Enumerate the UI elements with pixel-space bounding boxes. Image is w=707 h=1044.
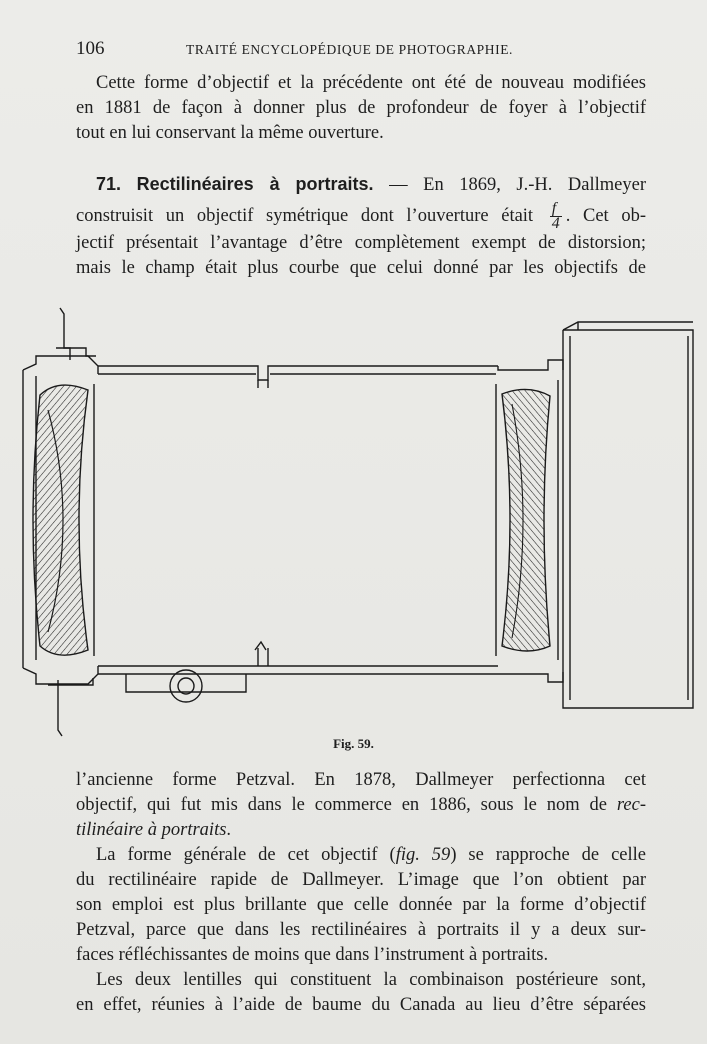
paragraph-2-line-3 [76,818,646,843]
paragraph-4-line-2: en effet, réunies à l’aide de baume du Canada au lieu d’être séparées [76,995,646,1015]
paragraph-4-line-1: Les deux lentilles qui constituent la combinaison postérieure sont, [96,970,646,990]
paragraph-3-line-1-before: La forme générale de cet objectif ( [96,845,396,865]
paragraph-3-line-4: Petzval, parce que dans les rectilinéaires à portraits il y a deux sur- [76,920,646,940]
section-line-1-rest: — En 1869, J.-H. Dallmeyer [389,175,647,195]
paragraph-2-line-2-text: objectif, qui fut mis dans le commerce en 1886, sous le nom de [76,795,607,815]
paragraph-2-line-2-italic: rec- [616,795,646,815]
paragraph-3-line-2: du rectilinéaire rapide de Dallmeyer. L’image que l’on obtient par [76,870,646,890]
section-number: 71. [96,174,122,194]
figure-caption: Fig. 59. [333,736,374,751]
paragraph-2-line-1: l’ancienne forme Petzval. En 1878, Dallmeyer perfectionna cet [76,770,646,790]
aperture-fraction [550,202,562,231]
paragraph-2-line-3-italic: tilinéaire à portraits [76,820,227,840]
section-line-4: mais le champ était plus courbe que celui donné par les objectifs de [76,258,646,278]
lens-cross-section-figure [18,300,698,740]
paragraph-4 [76,968,646,1018]
section-71 [76,172,646,281]
paragraph-3-line-1-italic: fig. 59 [395,845,451,865]
paragraph-1 [76,71,646,146]
paragraph-3-line-1-after: ) se rapproche de celle [450,845,646,865]
paragraph-1-line-2: en 1881 de façon à donner plus de profondeur de foyer à l’objectif [76,98,646,118]
thread-top-left [60,308,70,360]
fraction-denominator: 4 [551,215,560,232]
page-number: 106 [76,38,105,59]
paragraph-1-line-3: tout en lui conservant la même ouverture. [76,123,384,143]
paragraph-3-line-5: faces réfléchissantes de moins que dans l’instrument à portraits. [76,945,549,965]
section-line-2-before: construisit un objectif symétrique dont l’ouverture était [76,205,534,226]
paragraph-3-line-1 [76,843,646,868]
running-title: TRAITÉ ENCYCLOPÉDIQUE DE PHOTOGRAPHIE. [186,42,514,57]
section-title: Rectilinéaires à portraits. [136,174,374,194]
paragraph-2-line-3-after: . [226,820,232,840]
paragraph-2 [76,768,646,843]
section-line-3: jectif présentait l’avantage d’être complètement exempt de distorsion; [76,233,646,253]
barrel-top [98,366,498,380]
paragraph-3-line-3: son emploi est plus brillante que celle donnée par la forme d’objectif [76,895,646,915]
paragraph-1-line-1: Cette forme d’objectif et la précédente ont été de nouveau modifiées [96,73,646,93]
page-header [76,38,646,62]
rear-hood [563,330,693,708]
section-line-2-after: . Cet ob- [565,205,647,226]
front-lens-element [33,385,88,655]
section-line-2 [76,202,646,231]
fraction-numerator: f [550,202,562,217]
section-heading-line [76,172,646,198]
rear-lens-element [502,389,550,651]
paragraph-3 [76,843,646,968]
paragraph-2-line-2 [76,793,646,818]
